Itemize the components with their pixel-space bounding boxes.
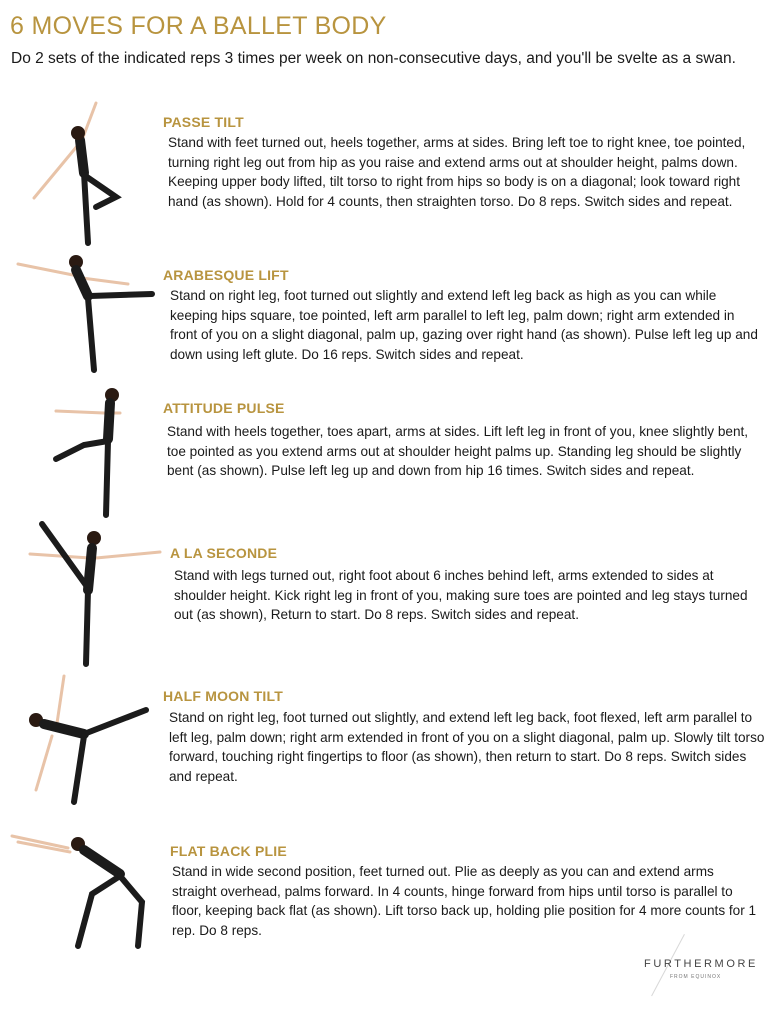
move-title: A LA SECONDE: [170, 545, 278, 561]
attitude-pulse-figure: [50, 383, 140, 523]
ballet-pose-icon: [34, 103, 116, 243]
move-title: HALF MOON TILT: [163, 688, 283, 704]
move-description: Stand with feet turned out, heels together, arms at sides. Bring left toe to right knee, toe pointed, turning right leg out from hip as you raise and extend arms out at shoulder height, palms down. Keeping upper body lifted, tilt torso to right from hips so body is on a diagonal; look toward right hand (as shown). Hold for 4 counts, then straighten torso. Do 8 reps. Switch sides and repeat.: [168, 135, 746, 209]
ballet-pose-icon: [12, 836, 142, 946]
brand-logo: [644, 934, 758, 994]
a-la-seconde-figure: [28, 518, 163, 670]
ballet-pose-icon: [56, 388, 120, 515]
arabesque-lift-figure: [10, 248, 160, 376]
ballet-pose-icon: [18, 255, 152, 370]
ballet-pose-icon: [30, 524, 160, 664]
flat-back-plie-figure: [8, 826, 160, 954]
move-description: Stand with heels together, toes apart, arms at sides. Lift left leg in front of you, knee slightly bent, toe pointed as you extend arms out at shoulder height palms up. Standing leg should be slightly bent (as shown). Pulse left leg up and down from hip 16 times. Switch sides and repeat.: [167, 424, 749, 478]
move-title: ATTITUDE PULSE: [163, 400, 285, 416]
move-description: Stand with legs turned out, right foot about 6 inches behind left, arms extended to sides at shoulder height. Kick right leg in front of you, making sure toes are pointed and leg stays turned out (as shown), Return to start. Do 8 reps. Switch sides and repeat.: [174, 568, 748, 622]
ballet-pose-icon: [29, 676, 146, 802]
move-description: Stand on right leg, foot turned out slightly and extend left leg back as high as you can while keeping hips square, toe pointed, left arm parallel to left leg, palm down; right arm extended in front of you on a slight diagonal, palm up, gazing over right hand (as shown). Pulse left leg up and down using left glute. Do 16 reps. Switch sides and repeat.: [170, 288, 758, 362]
passe-tilt-figure: [20, 95, 140, 250]
page-title: 6 MOVES FOR A BALLET BODY: [10, 12, 387, 40]
move-description: Stand on right leg, foot turned out slightly, and extend left leg back, foot flexed, left arm parallel to left leg, palm down; right arm extended in front of you on a slight diagonal, palm up. Slowly tilt torso forward, touching right fingertips to floor (as shown), then return to start. Do 8 reps. Switch sides and repeat.: [169, 710, 765, 784]
brand-name: FURTHERMORE: [644, 958, 758, 970]
move-description: Stand in wide second position, feet turned out. Plie as deeply as you can and extend arms straight overhead, palms forward. In 4 counts, hinge forward from hips until torso is parallel to floor, keeping back flat (as shown). Lift torso back up, holding plie position for 4 more counts for 1 rep. Do 8 reps.: [172, 864, 757, 938]
half-moon-tilt-figure: [22, 672, 152, 807]
move-title: FLAT BACK PLIE: [170, 843, 287, 859]
brand-tagline: FROM EQUINOX: [670, 974, 722, 980]
page-subtitle: Do 2 sets of the indicated reps 3 times per week on non-consecutive days, and you'll be svelte as a swan.: [11, 50, 736, 67]
move-title: PASSE TILT: [163, 114, 244, 130]
move-title: ARABESQUE LIFT: [163, 267, 289, 283]
